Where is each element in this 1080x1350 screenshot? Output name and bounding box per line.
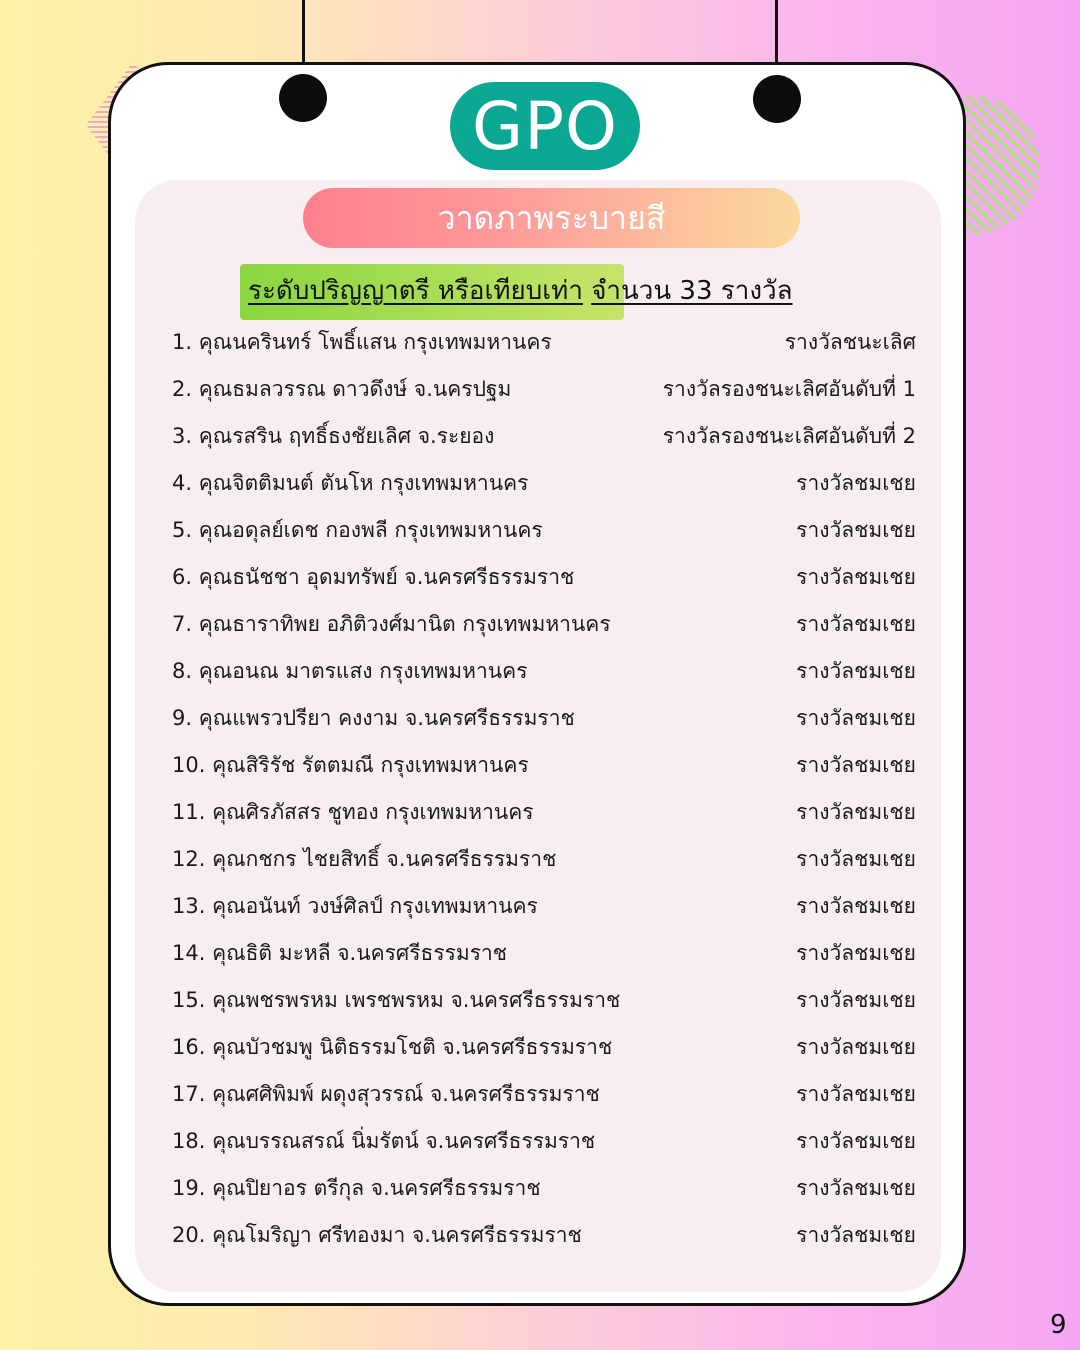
winner-name: 17. คุณศศิพิมพ์ ผดุงสุวรรณ์ จ.นครศรีธรรมราช xyxy=(172,1082,600,1106)
winner-name: 10. คุณสิริรัช รัตตมณี กรุงเทพมหานคร xyxy=(172,753,529,777)
list-item xyxy=(0,365,1080,409)
list-item xyxy=(0,1164,1080,1208)
winner-award: รางวัลชมเชย xyxy=(796,1082,916,1106)
list-item xyxy=(0,600,1080,644)
pin-right xyxy=(753,75,801,123)
list-item xyxy=(0,506,1080,550)
winner-name: 6. คุณธนัชชา อุดมทรัพย์ จ.นครศรีธรรมราช xyxy=(172,565,575,589)
page-number: 9 xyxy=(1050,1310,1067,1340)
winner-award: รางวัลชมเชย xyxy=(796,847,916,871)
gpo-logo: GPO xyxy=(450,82,640,170)
winner-award: รางวัลชมเชย xyxy=(796,706,916,730)
winner-award: รางวัลชมเชย xyxy=(796,471,916,495)
award-count: จำนวน 33 รางวัล xyxy=(591,276,793,306)
list-item xyxy=(0,1023,1080,1067)
winner-name: 8. คุณอนณ มาตรแสง กรุงเทพมหานคร xyxy=(172,659,528,683)
winner-award: รางวัลชมเชย xyxy=(796,565,916,589)
list-item xyxy=(0,1070,1080,1114)
list-item xyxy=(0,788,1080,832)
winner-name: 5. คุณอดุลย์เดช กองพลี กรุงเทพมหานคร xyxy=(172,518,543,542)
list-item xyxy=(0,976,1080,1020)
list-item xyxy=(0,882,1080,926)
level-heading xyxy=(248,270,968,314)
winner-name: 13. คุณอนันท์ วงษ์ศิลป์ กรุงเทพมหานคร xyxy=(172,894,538,918)
winner-name: 12. คุณกชกร ไชยสิทธิ์ จ.นครศรีธรรมราช xyxy=(172,847,557,871)
winner-name: 20. คุณโมริญา ศรีทองมา จ.นครศรีธรรมราช xyxy=(172,1223,582,1247)
list-item xyxy=(0,1117,1080,1161)
list-item xyxy=(0,929,1080,973)
winner-award: รางวัลชมเชย xyxy=(796,753,916,777)
winner-award: รางวัลชมเชย xyxy=(796,1223,916,1247)
winner-award: รางวัลชมเชย xyxy=(796,1035,916,1059)
list-item xyxy=(0,412,1080,456)
winner-award: รางวัลชมเชย xyxy=(796,518,916,542)
list-item xyxy=(0,318,1080,362)
list-item xyxy=(0,694,1080,738)
list-item xyxy=(0,741,1080,785)
winner-award: รางวัลชมเชย xyxy=(796,659,916,683)
winner-name: 19. คุณปิยาอร ตรีกุล จ.นครศรีธรรมราช xyxy=(172,1176,541,1200)
winner-award: รางวัลชมเชย xyxy=(796,941,916,965)
winner-award: รางวัลชมเชย xyxy=(796,1129,916,1153)
level-label: ระดับปริญญาตรี หรือเทียบเท่า xyxy=(248,276,583,306)
list-item xyxy=(0,459,1080,503)
list-item xyxy=(0,1211,1080,1255)
winner-award: รางวัลชมเชย xyxy=(796,988,916,1012)
winner-award: รางวัลชมเชย xyxy=(796,894,916,918)
winner-award: รางวัลชมเชย xyxy=(796,612,916,636)
winner-name: 7. คุณธาราทิพย อภิติวงศ์มานิต กรุงเทพมหานคร xyxy=(172,612,611,636)
winner-name: 1. คุณนครินทร์ โพธิ์แสน กรุงเทพมหานคร xyxy=(172,330,552,354)
winner-name: 4. คุณจิตติมนต์ ตันโห กรุงเทพมหานคร xyxy=(172,471,529,495)
category-banner: วาดภาพระบายสี xyxy=(303,188,800,248)
winner-award: รางวัลรองชนะเลิศอันดับที่ 2 xyxy=(662,424,916,448)
pin-left xyxy=(279,74,327,122)
list-item xyxy=(0,647,1080,691)
winner-name: 14. คุณธิติ มะหลี จ.นครศรีธรรมราช xyxy=(172,941,508,965)
winner-award: รางวัลรองชนะเลิศอันดับที่ 1 xyxy=(662,377,916,401)
winner-name: 9. คุณแพรวปรียา คงงาม จ.นครศรีธรรมราช xyxy=(172,706,575,730)
winner-award: รางวัลชนะเลิศ xyxy=(784,330,916,354)
winner-award: รางวัลชมเชย xyxy=(796,800,916,824)
winner-name: 3. คุณรสริน ฤทธิ์ธงชัยเลิศ จ.ระยอง xyxy=(172,424,495,448)
winner-award: รางวัลชมเชย xyxy=(796,1176,916,1200)
list-item xyxy=(0,835,1080,879)
list-item xyxy=(0,553,1080,597)
winner-name: 11. คุณศิรภัสสร ชูทอง กรุงเทพมหานคร xyxy=(172,800,534,824)
winner-name: 2. คุณธมลวรรณ ดาวดึงษ์ จ.นครปฐม xyxy=(172,377,512,401)
winner-name: 18. คุณบรรณสรณ์ นิ่มรัตน์ จ.นครศรีธรรมราช xyxy=(172,1129,596,1153)
winner-name: 16. คุณบัวชมพู นิติธรรมโชติ จ.นครศรีธรรมราช xyxy=(172,1035,613,1059)
winner-name: 15. คุณพชรพรหม เพรชพรหม จ.นครศรีธรรมราช xyxy=(172,988,621,1012)
